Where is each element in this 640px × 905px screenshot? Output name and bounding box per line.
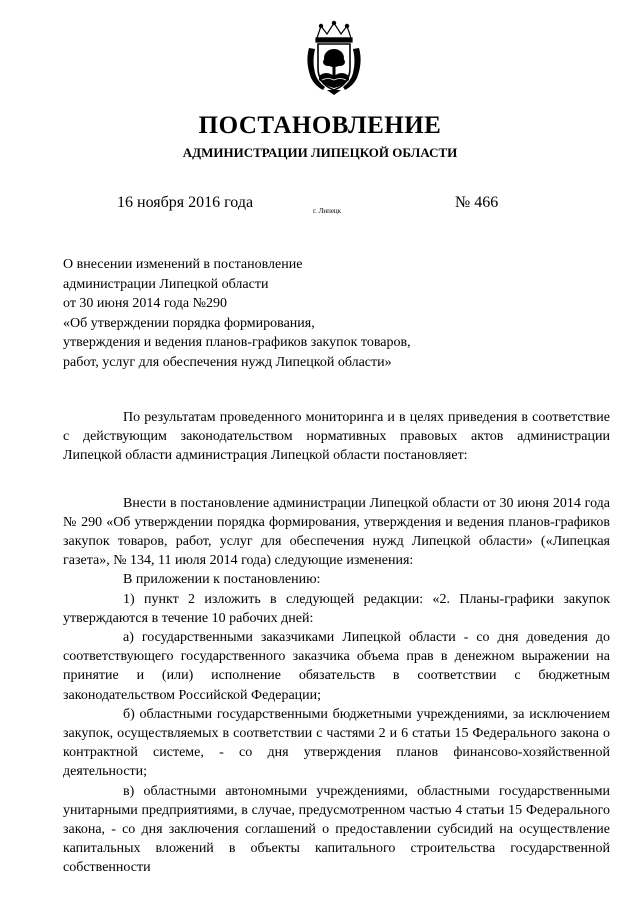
heading-line: администрации Липецкой области [63, 276, 269, 292]
document-number: № 466 [455, 194, 499, 211]
resolution-paragraph: Внести в постановление администрации Липецкой области от 30 июня 2014 года № 290 «Об утверждении порядка формирования, утверждения и ведения планов-графиков закупок товаров, работ, услуг для обеспечения нужд Липецкой области» («Липецкая газета», № 134, 11 июля 2014 года) следующие изменения: [63, 495, 610, 569]
annex-intro: В приложении к постановлению: [123, 572, 321, 588]
document-title: ПОСТАНОВЛЕНИЕ [198, 112, 442, 139]
document-heading [63, 255, 503, 372]
heading-line: «Об утверждении порядка формирования, [63, 315, 315, 331]
clause-1: 1) пункт 2 изложить в следующей редакции: «2. Планы-графики закупок утверждаются в течение 10 рабочих дней: [63, 591, 610, 626]
document-city: г. Липецк [313, 207, 342, 215]
coat-of-arms-icon [303, 20, 365, 96]
subclause-c: в) областными автономными учреждениями, областными государственными унитарными предприятиями, в случае, предусмотренном частью 4 статьи 15 Федерального закона, - со дня заключения соглашений о предоставлении субсидий на осуществление капитальных вложений в объекты капитального строительства государственной собственности [63, 783, 610, 876]
heading-line: О внесении изменений в постановление [63, 257, 303, 272]
document-date: 16 ноября 2016 года [117, 194, 254, 211]
issuer-name: АДМИНИСТРАЦИИ ЛИПЕЦКОЙ ОБЛАСТИ [182, 145, 458, 160]
subclause-a: а) государственными заказчиками Липецкой области - со дня доведения до соответствующего государственного заказчика объема прав в денежном выражении на принятие и (или) исполнение обязательств в соответствии с бюджетным законодательством Российской Федерации; [63, 630, 610, 703]
heading-line: утверждения и ведения планов-графиков закупок товаров, [63, 335, 411, 350]
document-body [63, 408, 610, 878]
heading-line: от 30 июня 2014 года №290 [63, 296, 228, 311]
subclause-b: б) областными государственными бюджетными учреждениями, за исключением закупок, осуществляемых в соответствии с частями 2 и 6 статьи 15 Федерального закона о контрактной системе, - со дня утверждения планов финансово-хозяйственной деятельности; [63, 706, 610, 780]
heading-line: работ, услуг для обеспечения нужд Липецкой области» [63, 354, 392, 370]
preamble-paragraph: По результатам проведенного мониторинга и в целях приведения в соответствие с действующим законодательством нормативных правовых актов администрации Липецкой области администрация Липецкой области постановляет: [63, 410, 610, 464]
